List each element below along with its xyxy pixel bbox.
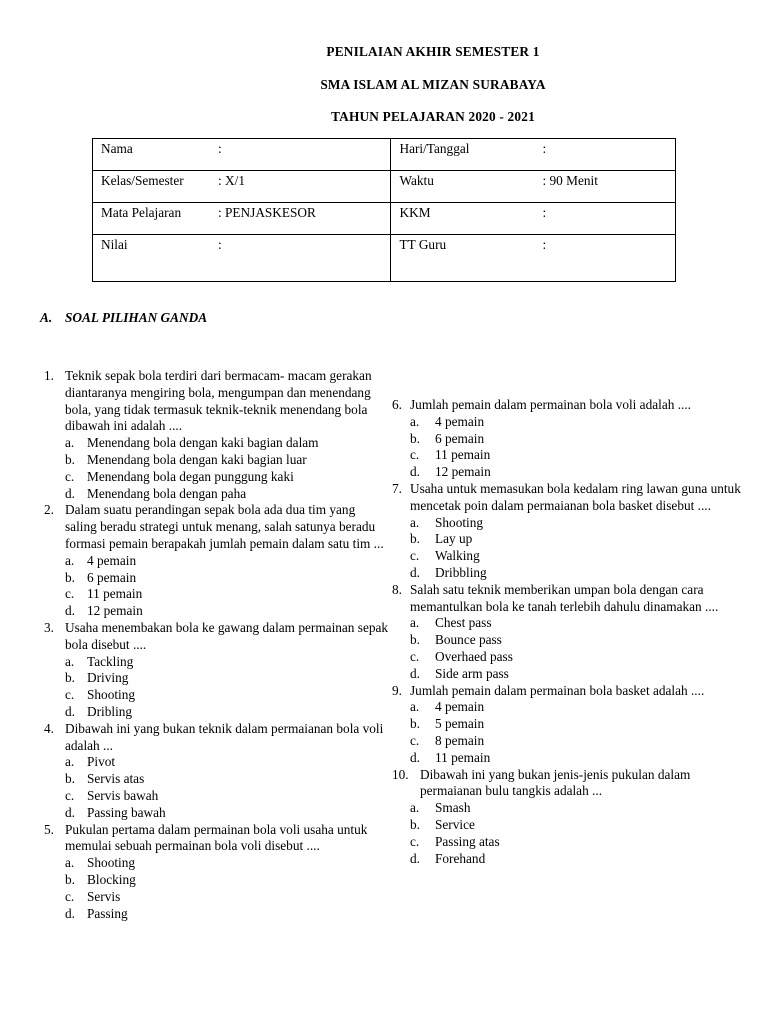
answer-option[interactable] [40,603,390,620]
question-text: Jumlah pemain dalam permainan bola voli adalah .... [410,397,691,412]
question-text: Teknik sepak bola terdiri dari bermacam- macam gerakan diantaranya mengiring bola, mengumpan dan menendang bola, yang tidak termasuk teknik-teknik menendang bola dibawah ini adalah .... [65,368,372,434]
answer-options [40,553,390,620]
answer-options [40,654,390,721]
answer-option[interactable] [388,851,748,868]
question-block [40,721,390,822]
question-text: Pukulan pertama dalam permainan bola voli usaha untuk memulai sebuah permainan bola voli disebut .... [65,821,368,854]
question [388,767,748,801]
answer-option[interactable] [40,654,390,671]
answer-option[interactable] [40,586,390,603]
question [388,582,748,616]
answer-options [40,754,390,821]
answer-option[interactable] [388,699,748,716]
field-value[interactable]: : [218,141,222,156]
option-text: 4 pemain [435,413,485,429]
option-letter: c. [65,468,75,484]
question-block [388,397,748,481]
answer-option[interactable] [40,872,390,889]
question-number: 5. [44,821,54,837]
option-letter: c. [410,732,420,748]
option-text: Shooting [435,514,484,530]
field-value[interactable]: : [542,141,547,156]
field-value[interactable]: : 90 Menit [542,173,598,188]
answer-option[interactable] [388,649,748,666]
option-text: Menendang bola degan punggung kaki [87,468,294,484]
option-text: Passing atas [435,833,500,849]
option-text: Passing bawah [87,804,166,820]
option-text: 4 pemain [87,552,137,568]
option-letter: b. [65,670,75,686]
option-letter: a. [410,615,420,631]
answer-option[interactable] [40,855,390,872]
option-letter: a. [65,435,75,451]
answer-option[interactable] [388,531,748,548]
answer-option[interactable] [388,414,748,431]
option-letter: d. [65,703,75,719]
option-text: Passing [87,905,128,921]
answer-option[interactable] [388,834,748,851]
option-letter: c. [65,687,75,703]
option-text: 6 pemain [87,569,137,585]
answer-option[interactable] [388,800,748,817]
option-text: Dribbling [435,564,487,580]
section-title: SOAL PILIHAN GANDA [65,310,208,325]
option-text: Overhaed pass [435,648,513,664]
option-letter: b. [410,632,420,648]
option-letter: c. [410,833,420,849]
question-block [388,767,748,868]
option-text: Walking [435,548,480,564]
answer-options [388,800,748,867]
question-number: 2. [44,502,54,518]
school-name: SMA ISLAM AL MIZAN SURABAYA [320,77,546,92]
answer-option[interactable] [40,469,390,486]
option-text: 11 pemain [87,586,143,602]
option-letter: a. [65,653,75,669]
option-text: Driving [87,670,129,686]
question [40,822,390,856]
answer-option[interactable] [40,906,390,923]
field-label: Nama [101,141,133,156]
question [40,620,390,654]
answer-option[interactable] [388,447,748,464]
option-text: 12 pemain [435,464,491,480]
question-number: 7. [392,480,402,496]
field-label: Nilai [101,237,128,252]
answer-option[interactable] [388,817,748,834]
option-letter: d. [410,850,420,866]
field-label: Kelas/Semester [101,173,184,188]
question-block [40,822,390,923]
option-letter: b. [410,430,420,446]
option-text: Servis bawah [87,787,159,803]
option-letter: c. [410,548,420,564]
option-letter: c. [65,586,75,602]
option-letter: c. [410,648,420,664]
question-block [388,683,748,767]
question [40,721,390,755]
option-text: 11 pemain [435,447,491,463]
option-letter: b. [410,716,420,732]
option-text: Pivot [87,754,116,770]
answer-options [388,699,748,766]
option-letter: a. [410,699,420,715]
answer-option[interactable] [40,687,390,704]
answer-option[interactable] [40,754,390,771]
option-text: 6 pemain [435,430,485,446]
answer-options [40,435,390,502]
answer-option[interactable] [388,733,748,750]
question-text: Dalam suatu perandingan sepak bola ada dua tim yang saling beradu strategi untuk menang, salah satunya beradu formasi pemain berapakah jumlah pemain dalam satu tim ... [65,502,384,551]
option-letter: d. [65,603,75,619]
option-letter: d. [65,905,75,921]
option-text: 5 pemain [435,716,485,732]
field-value[interactable]: : X/1 [218,173,245,188]
option-letter: b. [65,569,75,585]
question-text: Dibawah ini yang bukan jenis-jenis pukulan dalam permaianan bulu tangkis adalah ... [420,766,691,799]
question-text: Dibawah ini yang bukan teknik dalam permaianan bola voli adalah ... [65,720,384,753]
option-letter: b. [410,531,420,547]
option-text: 11 pemain [435,749,491,765]
question [40,502,390,552]
question [388,397,748,414]
option-text: 8 pemain [435,732,485,748]
option-text: Chest pass [435,615,492,631]
answer-option[interactable] [388,716,748,733]
option-letter: c. [65,888,75,904]
questions-right-column [388,397,748,867]
answer-option[interactable] [388,431,748,448]
answer-option[interactable] [388,750,748,767]
option-text: Blocking [87,871,136,887]
option-text: Side arm pass [435,665,509,681]
option-text: 4 pemain [435,699,485,715]
option-letter: d. [410,665,420,681]
question-number: 6. [392,397,402,412]
student-info-table [92,138,676,282]
exam-title: PENILAIAN AKHIR SEMESTER 1 [326,44,540,59]
question [40,368,390,435]
option-letter: d. [65,804,75,820]
answer-option[interactable] [388,666,748,683]
question-block [40,368,390,502]
option-text: Menendang bola dengan paha [87,485,247,501]
answer-option[interactable] [40,435,390,452]
answer-option[interactable] [40,771,390,788]
option-text: Service [435,816,475,832]
info-row [93,203,676,235]
question-block [40,502,390,620]
option-text: Forehand [435,850,486,866]
answer-option[interactable] [388,565,748,582]
option-text: Dribling [87,703,133,719]
option-letter: d. [410,464,420,480]
option-letter: b. [65,771,75,787]
question-text: Usaha untuk memasukan bola kedalam ring lawan guna untuk mencetak poin dalam permaianan bola basket disebut .... [410,480,741,513]
questions-left-column [40,368,390,922]
answer-options [388,414,748,481]
field-value[interactable]: : [542,205,547,220]
option-letter: c. [65,787,75,803]
question-block [388,481,748,582]
option-text: Tackling [87,653,134,669]
option-text: Shooting [87,855,136,871]
answer-option[interactable] [40,670,390,687]
section-heading [40,310,207,327]
question-number: 4. [44,720,54,736]
option-letter: b. [410,816,420,832]
field-value[interactable]: : [542,237,547,252]
option-letter: d. [410,749,420,765]
answer-option[interactable] [40,486,390,503]
info-row [93,235,676,282]
field-label: KKM [399,205,431,220]
answer-options [388,615,748,682]
field-label: Hari/Tanggal [399,141,470,156]
option-text: Menendang bola dengan kaki bagian dalam [87,435,319,451]
answer-option[interactable] [388,615,748,632]
option-letter: a. [65,552,75,568]
answer-option[interactable] [40,452,390,469]
question [388,683,748,700]
answer-option[interactable] [388,515,748,532]
answer-option[interactable] [388,548,748,565]
answer-option[interactable] [40,570,390,587]
answer-option[interactable] [40,553,390,570]
option-letter: a. [410,413,420,429]
question-text: Jumlah pemain dalam permainan bola basket adalah .... [410,682,705,698]
field-value[interactable]: : PENJASKESOR [218,205,316,220]
answer-option[interactable] [388,632,748,649]
question-number: 3. [44,619,54,635]
answer-option[interactable] [40,788,390,805]
question-text: Usaha menembakan bola ke gawang dalam permainan sepak bola disebut .... [65,619,389,652]
option-text: Shooting [87,687,136,703]
option-letter: a. [65,855,75,871]
question-number: 8. [392,581,402,597]
option-letter: c. [410,447,420,463]
info-row [93,139,676,171]
option-text: Bounce pass [435,632,502,648]
question-block [388,582,748,683]
field-value[interactable]: : [218,237,222,252]
question-number: 9. [392,682,402,698]
option-letter: d. [410,564,420,580]
option-letter: d. [65,485,75,501]
answer-option[interactable] [388,464,748,481]
option-text: Smash [435,800,471,816]
option-text: Servis [87,888,121,904]
option-text: Menendang bola dengan kaki bagian luar [87,451,307,467]
option-letter: a. [410,800,420,816]
option-letter: b. [65,871,75,887]
question-number: 1. [44,368,54,383]
field-label: Waktu [399,173,434,188]
option-letter: a. [65,754,75,770]
answer-options [388,515,748,582]
option-letter: a. [410,514,420,530]
question-text: Salah satu teknik memberikan umpan bola dengan cara memantulkan bola ke tanah terlebih dahulu dinamakan .... [410,581,719,614]
info-row [93,171,676,203]
question [388,481,748,515]
answer-option[interactable] [40,805,390,822]
option-letter: b. [65,451,75,467]
option-text: 12 pemain [87,603,143,619]
answer-options [40,855,390,922]
option-text: Servis atas [87,771,145,787]
option-text: Lay up [435,531,473,547]
question-number: 10. [392,766,409,782]
section-letter: A. [40,310,53,325]
answer-option[interactable] [40,889,390,906]
answer-option[interactable] [40,704,390,721]
question-block [40,620,390,721]
academic-year: TAHUN PELAJARAN 2020 - 2021 [331,109,535,124]
field-label: TT Guru [399,237,447,252]
field-label: Mata Pelajaran [101,205,182,220]
